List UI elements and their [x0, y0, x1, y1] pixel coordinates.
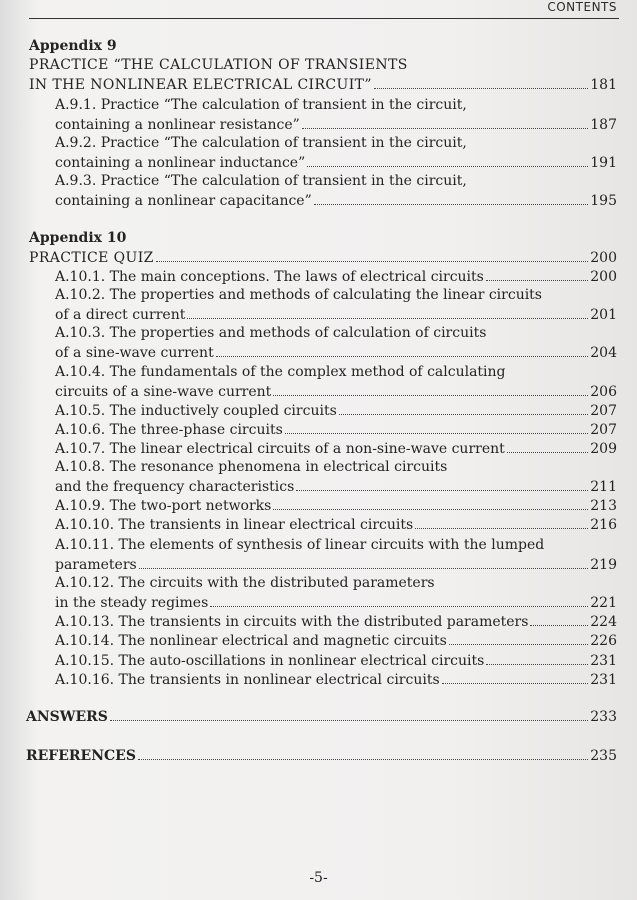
entry-a1012-line1: A.10.12. The circuits with the distributed parameters — [55, 575, 435, 591]
entry-title: IN THE NONLINEAR ELECTRICAL CIRCUIT” — [29, 77, 372, 93]
toc-entry-a105[interactable] — [55, 401, 617, 420]
page-number: 213 — [590, 498, 617, 514]
toc-entry-a109[interactable] — [55, 496, 617, 515]
entry-a1011-line1: A.10.11. The elements of synthesis of linear circuits with the lumped — [55, 537, 545, 553]
entry-a104-line1: A.10.4. The fundamentals of the complex method of calculating — [55, 364, 506, 380]
toc-entry-a104[interactable] — [55, 382, 617, 401]
dot-leader — [210, 593, 588, 607]
dot-leader — [216, 343, 589, 357]
dot-leader — [110, 707, 588, 721]
dot-leader — [139, 555, 589, 569]
toc-entry-a1012[interactable] — [55, 593, 617, 612]
header-rule — [29, 18, 619, 19]
entry-title: A.10.10. The transients in linear electrical circuits — [55, 517, 414, 533]
page-number: 191 — [590, 155, 617, 171]
dot-leader — [156, 248, 588, 262]
dot-leader — [307, 153, 588, 167]
entry-title: A.10.6. The three-phase circuits — [55, 422, 283, 438]
dot-leader — [442, 670, 589, 684]
entry-title: in the steady regimes — [55, 595, 209, 611]
entry-title: PRACTICE QUIZ — [29, 250, 154, 266]
toc-entry-a1010[interactable] — [55, 515, 617, 534]
page-number: 200 — [590, 250, 617, 266]
entry-title: A.10.16. The transients in nonlinear electrical circuits — [55, 672, 440, 688]
entry-title: A.10.5. The inductively coupled circuits — [55, 403, 337, 419]
dot-leader — [486, 267, 588, 281]
dot-leader — [285, 420, 589, 434]
entry-title: REFERENCES — [26, 748, 136, 764]
entry-title: A.10.1. The main conceptions. The laws of electrical circuits — [55, 269, 484, 285]
page-number: 195 — [590, 193, 617, 209]
toc-entry-a101[interactable] — [55, 267, 617, 286]
entry-title: containing a nonlinear capacitance” — [55, 193, 312, 209]
page-number: 231 — [590, 653, 617, 669]
toc-entry-answers[interactable] — [26, 707, 617, 726]
running-header: CONTENTS — [547, 0, 617, 14]
toc-entry-a107[interactable] — [55, 439, 617, 458]
toc-entry-a103[interactable] — [55, 343, 617, 362]
toc-entry-a1014[interactable] — [55, 631, 617, 650]
entry-title: A.10.15. The auto-oscillations in nonlinear electrical circuits — [55, 653, 485, 669]
page-number: 216 — [590, 517, 617, 533]
dot-leader — [273, 382, 588, 396]
entry-title: A.10.13. The transients in circuits with the distributed parameters — [55, 614, 529, 630]
page-number: 224 — [590, 614, 617, 630]
dot-leader — [273, 496, 588, 510]
entry-a93-line1: A.9.3. Practice “The calculation of transient in the circuit, — [55, 173, 467, 189]
page-number: 211 — [590, 479, 617, 495]
toc-entry-references[interactable] — [26, 746, 617, 765]
dot-leader — [314, 191, 589, 205]
page-footer-number: -5- — [309, 870, 328, 886]
dot-leader — [296, 477, 588, 491]
entry-title: and the frequency characteristics — [55, 479, 295, 495]
toc-entry-a1015[interactable] — [55, 651, 617, 670]
entry-title: ANSWERS — [26, 709, 108, 725]
entry-title: containing a nonlinear inductance” — [55, 155, 306, 171]
dot-leader — [415, 515, 588, 529]
page-number: 233 — [590, 709, 617, 725]
entry-title: of a direct current — [55, 307, 186, 323]
toc-entry-a91[interactable] — [55, 115, 617, 134]
toc-entry-a1011[interactable] — [55, 555, 617, 574]
entry-a108-line1: A.10.8. The resonance phenomena in electrical circuits — [55, 459, 448, 475]
toc-entry-a92[interactable] — [55, 153, 617, 172]
dot-leader — [187, 305, 588, 319]
entry-a103-line1: A.10.3. The properties and methods of calculation of circuits — [55, 325, 487, 341]
page-number: 201 — [590, 307, 617, 323]
appendix10-heading: Appendix 10 — [29, 230, 127, 246]
page-number: 219 — [590, 557, 617, 573]
entry-title: containing a nonlinear resistance” — [55, 117, 300, 133]
page-number: 187 — [590, 117, 617, 133]
toc-entry-appendix9[interactable] — [29, 75, 617, 94]
entry-a92-line1: A.9.2. Practice “The calculation of transient in the circuit, — [55, 135, 467, 151]
page-number: 207 — [590, 403, 617, 419]
page-number: 209 — [590, 441, 617, 457]
entry-title: A.10.7. The linear electrical circuits of a non-sine-wave current — [55, 441, 505, 457]
toc-entry-a1013[interactable] — [55, 612, 617, 631]
page-number: 200 — [590, 269, 617, 285]
dot-leader — [374, 75, 588, 89]
page-number: 206 — [590, 384, 617, 400]
entry-title: of a sine-wave current — [55, 345, 214, 361]
entry-title: parameters — [55, 557, 137, 573]
appendix9-title-line1: PRACTICE “THE CALCULATION OF TRANSIENTS — [29, 57, 408, 73]
entry-a102-line1: A.10.2. The properties and methods of calculating the linear circuits — [55, 287, 542, 303]
page-number: 207 — [590, 422, 617, 438]
page-number: 181 — [590, 77, 617, 93]
dot-leader — [530, 612, 588, 626]
page-number: 226 — [590, 633, 617, 649]
entry-title: A.10.9. The two-port networks — [55, 498, 272, 514]
toc-entry-a1016[interactable] — [55, 670, 617, 689]
toc-entry-appendix10[interactable] — [29, 248, 617, 267]
appendix9-heading: Appendix 9 — [29, 38, 117, 54]
toc-entry-a106[interactable] — [55, 420, 617, 439]
toc-entry-a108[interactable] — [55, 477, 617, 496]
entry-title: A.10.14. The nonlinear electrical and magnetic circuits — [55, 633, 447, 649]
dot-leader — [339, 401, 589, 415]
dot-leader — [302, 115, 589, 129]
entry-a91-line1: A.9.1. Practice “The calculation of transient in the circuit, — [55, 97, 467, 113]
dot-leader — [449, 631, 588, 645]
toc-entry-a93[interactable] — [55, 191, 617, 210]
dot-leader — [486, 651, 588, 665]
page-number: 235 — [590, 748, 617, 764]
dot-leader — [138, 746, 588, 760]
page-number: 231 — [590, 672, 617, 688]
entry-title: circuits of a sine-wave current — [55, 384, 272, 400]
toc-entry-a102[interactable] — [55, 305, 617, 324]
page-number: 221 — [590, 595, 617, 611]
page-number: 204 — [590, 345, 617, 361]
dot-leader — [507, 439, 589, 453]
